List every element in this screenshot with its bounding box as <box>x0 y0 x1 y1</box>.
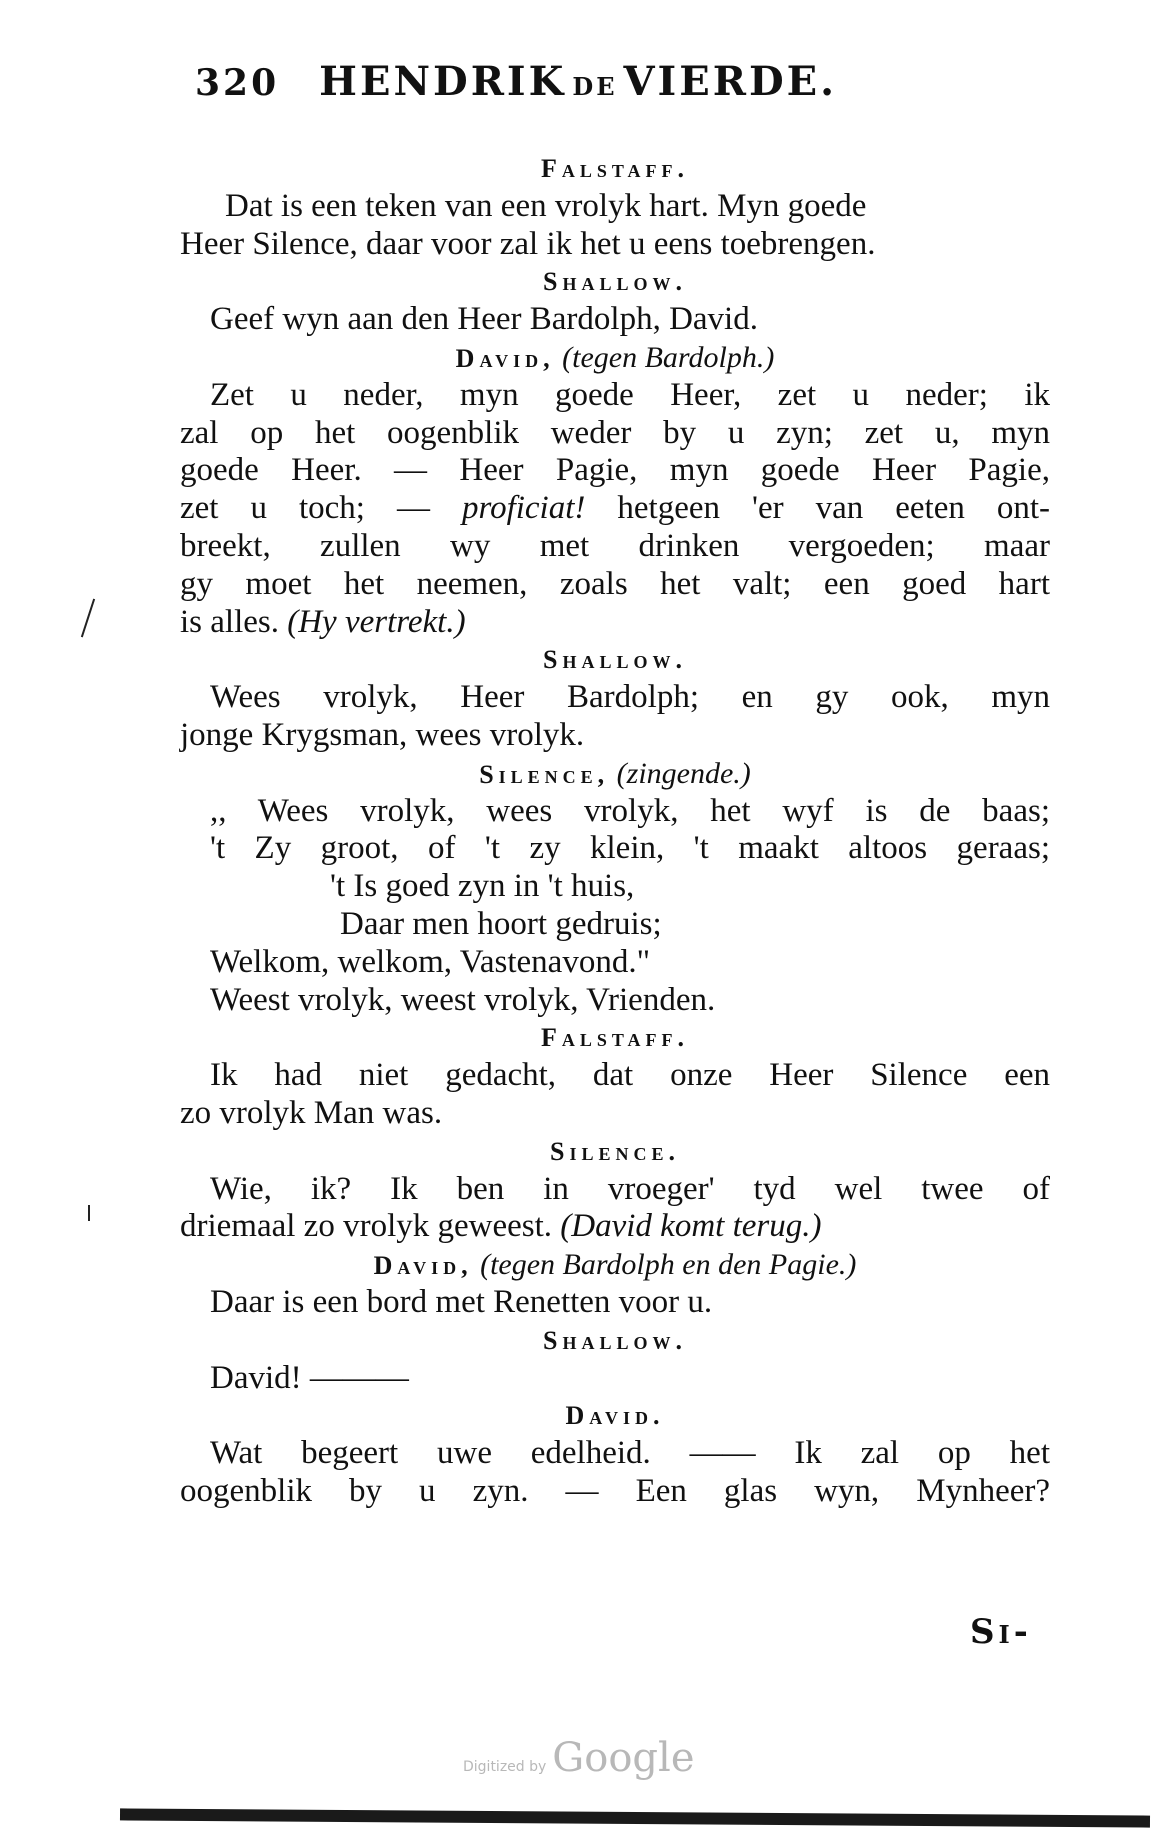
text-line: goede Heer. — Heer Pagie, myn goede Heer Pagie, <box>180 452 1050 489</box>
margin-mark <box>88 1205 90 1221</box>
speaker-name: Falstaff. <box>540 154 690 183</box>
running-header <box>195 58 915 108</box>
text-line <box>180 1208 1050 1246</box>
text-line: Dat is een teken van een vrolyk hart. Myn goede <box>225 187 867 224</box>
text-line: Weest vrolyk, weest vrolyk, Vrienden. <box>210 981 716 1018</box>
text-span: is alles. <box>180 603 288 640</box>
speaker-heading <box>180 1019 1050 1057</box>
header-title-hendrik: HENDRIK <box>319 58 567 105</box>
text-line: Geef wyn aan den Heer Bardolph, David. <box>210 301 758 338</box>
text-line <box>180 490 1050 528</box>
text-line: Wie, ik? Ik ben in vroeger' tyd wel twee of <box>210 1170 1050 1207</box>
text-line: David! ——— <box>210 1359 409 1396</box>
speaker-heading <box>180 263 1050 301</box>
text-line: Daar is een bord met Renetten voor u. <box>210 1283 713 1320</box>
speaker-name: Shallow. <box>543 645 687 675</box>
text-line: Heer Silence, daar voor zal ik het u eens toebrengen. <box>180 225 876 262</box>
speaker-heading <box>180 150 1050 188</box>
speaker-name: David, <box>373 1251 473 1281</box>
speaker-name: Shallow. <box>543 267 687 297</box>
digitized-watermark <box>463 1735 703 1781</box>
speaker-heading <box>180 755 1050 793</box>
header-title-vierde: VIERDE. <box>623 58 838 105</box>
text-span: zet u toch; — <box>180 490 462 527</box>
text-line: zal op het oogenblik weder by u zyn; zet u, myn <box>180 414 1050 451</box>
italic-span: proficiat! <box>461 490 586 527</box>
text-line: Welkom, welkom, Vastenavond." <box>210 943 651 980</box>
stage-direction: (tegen Bardolph.) <box>554 340 775 374</box>
italic-span: (Hy vertrekt.) <box>287 603 466 640</box>
italic-span: (David komt terug.) <box>560 1208 822 1245</box>
stage-direction: (tegen Bardolph en den Pagie.) <box>472 1248 857 1282</box>
text-line: zo vrolyk Man was. <box>180 1094 443 1131</box>
speaker-heading <box>180 1246 1050 1284</box>
text-line: oogenblik by u zyn. — Een glas wyn, Mynheer? <box>180 1472 1050 1509</box>
text-span: hetgeen 'er van eeten ont- <box>585 490 1050 527</box>
speaker-name: David, <box>455 343 555 373</box>
text-line: breekt, zullen wy met drinken vergoeden; maar <box>180 527 1050 564</box>
page-number: 320 <box>195 62 280 104</box>
text-line: jonge Krygsman, wees vrolyk. <box>180 716 585 753</box>
header-title-de: DE <box>572 72 618 101</box>
text-line: gy moet het neemen, zoals het valt; een goed hart <box>180 565 1050 602</box>
catchword: Si- <box>970 1612 1032 1652</box>
text-line: ,, Wees vrolyk, wees vrolyk, het wyf is de baas; <box>210 792 1050 829</box>
text-line: Zet u neder, myn goede Heer, zet u neder; ik <box>210 376 1050 413</box>
speaker-heading <box>180 1322 1050 1360</box>
watermark-digitized-by: Digitized by <box>463 1759 547 1775</box>
text-line: Wees vrolyk, Heer Bardolph; en gy ook, myn <box>210 679 1050 716</box>
speaker-name: Silence, <box>479 759 610 789</box>
play-text <box>180 150 1050 1511</box>
speaker-heading <box>180 339 1050 377</box>
stage-direction: (zingende.) <box>609 756 751 790</box>
speaker-heading <box>180 1397 1050 1435</box>
text-line: 't Is goed zyn in 't huis, <box>330 868 635 905</box>
text-line <box>180 604 1050 642</box>
speaker-heading <box>180 641 1050 679</box>
speaker-heading <box>180 1133 1050 1171</box>
speaker-name: Silence. <box>550 1136 680 1166</box>
text-line: Wat begeert uwe edelheid. —— Ik zal op het <box>210 1435 1050 1472</box>
speaker-name: David. <box>565 1401 665 1431</box>
text-line: Daar men hoort gedruis; <box>340 905 662 942</box>
text-line: 't Zy groot, of 't zy klein, 't maakt altoos geraas; <box>210 830 1050 867</box>
speaker-name: Falstaff. <box>540 1023 690 1053</box>
speaker-name: Shallow. <box>543 1325 687 1355</box>
margin-mark <box>81 599 95 638</box>
text-span: driemaal zo vrolyk geweest. <box>180 1208 561 1245</box>
google-logo: Google <box>552 1735 695 1781</box>
text-line: Ik had niet gedacht, dat onze Heer Silence een <box>210 1057 1050 1094</box>
page-edge-shadow <box>120 1808 1150 1827</box>
